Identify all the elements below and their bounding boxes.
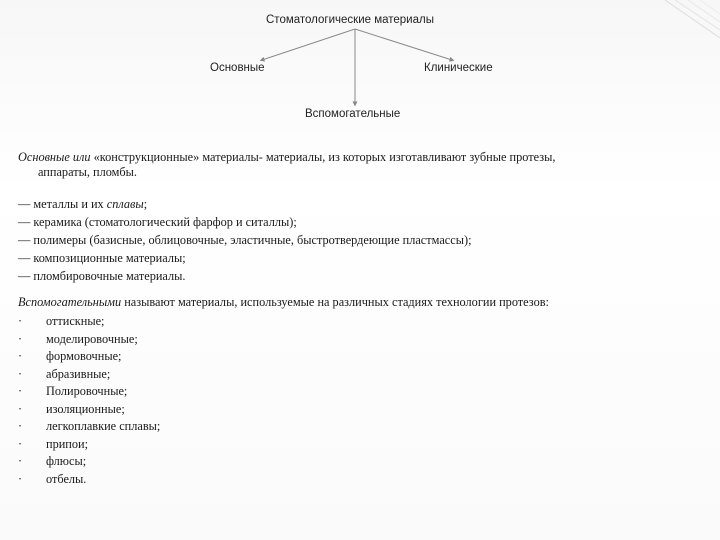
bullet-icon: ·	[18, 471, 23, 486]
auxiliary-intro	[18, 295, 549, 310]
bullet-icon: ·	[18, 331, 23, 346]
list-item: · отбелы.	[18, 471, 160, 489]
bullet-icon: ·	[18, 384, 23, 398]
list-item: — керамика (стоматологический фарфор и ситаллы);	[18, 215, 297, 229]
diagram-clinical-node: Клинические	[424, 62, 493, 74]
definition-line2: аппараты, пломбы.	[38, 165, 137, 179]
list-item: · оттискные;	[18, 313, 160, 331]
definition-italic-lead: Основные или	[18, 150, 91, 164]
list-item: — композиционные материалы;	[18, 251, 186, 265]
auxiliary-intro-italic: Вспомогательными	[18, 295, 122, 309]
diagram-auxiliary-node: Вспомогательные	[305, 108, 401, 120]
bullet-icon: ·	[18, 401, 23, 416]
diagram-root-node: Стоматологические материалы	[266, 14, 434, 26]
list-item: · легкоплавкие сплавы;	[18, 418, 160, 436]
auxiliary-intro-text: называют материалы, используемые на различных стадиях технологии протезов:	[121, 295, 549, 309]
bullet-icon: ·	[18, 314, 23, 328]
bullet-icon: ·	[18, 349, 23, 363]
list-item: — полимеры (базисные, облицовочные, эластичные, быстротвердеющие пластмассы);	[18, 233, 472, 247]
bullet-icon: ·	[18, 366, 23, 381]
arrow-to-clinical	[355, 29, 452, 60]
diagram-main-node: Основные	[210, 62, 265, 74]
list-item: — металлы и их сплавы;	[18, 197, 148, 211]
main-materials-list	[18, 195, 472, 285]
definition-line1: «конструкционные» материалы- материалы, из которых изготавливают зубные протезы,	[90, 150, 556, 164]
list-item: · Полировочные;	[18, 383, 160, 401]
bullet-icon: ·	[18, 419, 23, 433]
list-item: · формовочные;	[18, 348, 160, 366]
list-item: — пломбировочные материалы.	[18, 269, 186, 283]
bullet-icon: ·	[18, 436, 23, 451]
auxiliary-materials-list	[18, 313, 160, 488]
list-item: · припои;	[18, 436, 160, 454]
list-item: · абразивные;	[18, 366, 160, 384]
list-item: · флюсы;	[18, 453, 160, 471]
definition-paragraph	[18, 150, 555, 180]
arrow-to-main	[262, 29, 355, 60]
bullet-icon: ·	[18, 454, 23, 468]
list-item: · моделировочные;	[18, 331, 160, 349]
list-item: · изоляционные;	[18, 401, 160, 419]
